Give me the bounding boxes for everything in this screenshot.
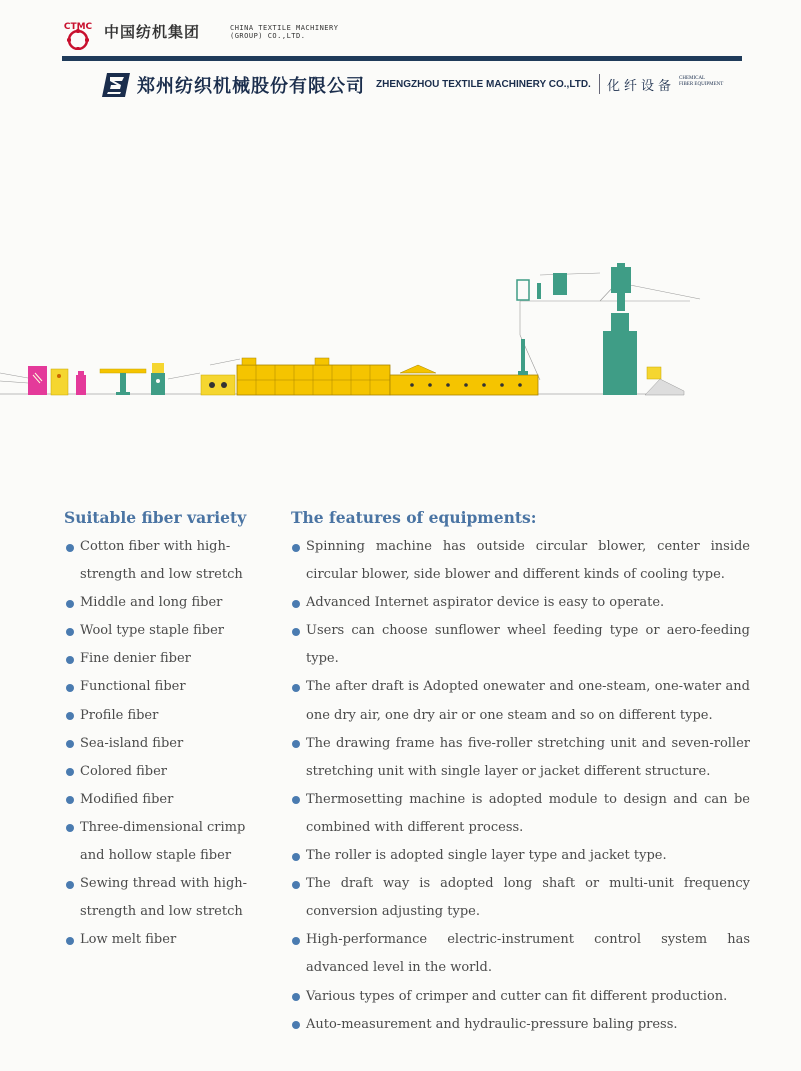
thermosetting-oven — [237, 358, 390, 395]
list-item: Functional fiber — [66, 673, 256, 701]
header-rule — [62, 56, 742, 61]
features-list — [292, 533, 750, 1039]
bullet-icon — [66, 684, 74, 692]
baling-press-unit — [28, 366, 47, 395]
bullet-icon — [66, 824, 74, 832]
list-item: Low melt fiber — [66, 926, 256, 954]
bullet-icon — [292, 628, 300, 636]
list-item: Middle and long fiber — [66, 589, 256, 617]
bullet-icon — [66, 656, 74, 664]
fiber-variety-list — [66, 533, 256, 954]
list-item: Auto-measurement and hydraulic-pressure baling press. — [292, 1011, 750, 1039]
bullet-icon — [66, 768, 74, 776]
list-item: Thermosetting machine is adopted module to design and can be combined with different process. — [292, 786, 750, 842]
zhengzhou-logo-icon — [101, 72, 131, 98]
list-item: High-performance electric-instrument control system has advanced level in the world. — [292, 926, 750, 982]
list-item: Fine denier fiber — [66, 645, 256, 673]
crimper-table — [100, 369, 146, 395]
ctmc-logo-icon — [58, 20, 98, 50]
tension-stand-unit — [201, 375, 235, 395]
crimper-unit — [151, 363, 165, 395]
list-item: Advanced Internet aspirator device is easy to operate. — [292, 589, 750, 617]
bullet-icon — [66, 937, 74, 945]
list-item: Spinning machine has outside circular blower, center inside circular blower, side blower and different kinds of cooling type. — [292, 533, 750, 589]
list-item: Three-dimensional crimp and hollow staple fiber — [66, 814, 256, 870]
oil-applicator-pole — [518, 339, 528, 375]
list-item: The draft way is adopted long shaft or multi-unit frequency conversion adjusting type. — [292, 870, 750, 926]
bullet-icon — [66, 628, 74, 636]
bullet-icon — [292, 937, 300, 945]
feeding-hopper — [645, 367, 684, 395]
fiber-variety-heading: Suitable fiber variety — [64, 508, 247, 527]
list-item: Sewing thread with high-strength and low stretch — [66, 870, 256, 926]
company-name-cn: 郑州纺织机械股份有限公司 — [137, 76, 365, 97]
company-name-en: ZHENGZHOU TEXTILE MACHINERY CO.,LTD. — [376, 79, 591, 90]
list-item: Profile fiber — [66, 702, 256, 730]
spinning-tower — [603, 313, 637, 395]
bullet-icon — [292, 600, 300, 608]
svg-text:CTMC: CTMC — [63, 22, 93, 32]
list-item: The after draft is Adopted onewater and one-steam, one-water and one dry air, one dry air or one steam and so on different type. — [292, 673, 750, 729]
bullet-icon — [292, 740, 300, 748]
list-item: Colored fiber — [66, 758, 256, 786]
bullet-icon — [292, 1021, 300, 1029]
group-name-cn: 中国纺机集团 — [104, 23, 201, 41]
features-heading: The features of equipments: — [291, 508, 537, 527]
bullet-icon — [292, 881, 300, 889]
bullet-icon — [292, 993, 300, 1001]
cutter-unit — [51, 369, 68, 395]
department-en: CHEMICAL FIBER EQUIPMENT — [679, 76, 724, 87]
bullet-icon — [292, 684, 300, 692]
drawing-frame-unit — [390, 365, 538, 395]
list-item: The drawing frame has five-roller stretching unit and seven-roller stretching unit with single layer or jacket different structure. — [292, 730, 750, 786]
bullet-icon — [66, 796, 74, 804]
bullet-icon — [292, 796, 300, 804]
bullet-icon — [66, 881, 74, 889]
bullet-icon — [292, 853, 300, 861]
bullet-icon — [292, 544, 300, 552]
bullet-icon — [66, 712, 74, 720]
production-line-diagram — [0, 255, 801, 405]
spinning-top-units — [517, 263, 631, 311]
list-item: Wool type staple fiber — [66, 617, 256, 645]
bullet-icon — [66, 600, 74, 608]
group-name-en: CHINA TEXTILE MACHINERY (GROUP) CO.,LTD. — [230, 24, 339, 40]
list-item: Sea-island fiber — [66, 730, 256, 758]
bullet-icon — [66, 544, 74, 552]
list-item: Users can choose sunflower wheel feeding type or aero-feeding type. — [292, 617, 750, 673]
list-item: Various types of crimper and cutter can fit different production. — [292, 983, 750, 1011]
dryer-fan-unit — [76, 371, 86, 395]
header-divider — [599, 74, 600, 94]
list-item: Cotton fiber with high-strength and low stretch — [66, 533, 256, 589]
bullet-icon — [66, 740, 74, 748]
department-cn: 化纤设备 — [607, 79, 676, 94]
list-item: Modified fiber — [66, 786, 256, 814]
list-item: The roller is adopted single layer type and jacket type. — [292, 842, 750, 870]
